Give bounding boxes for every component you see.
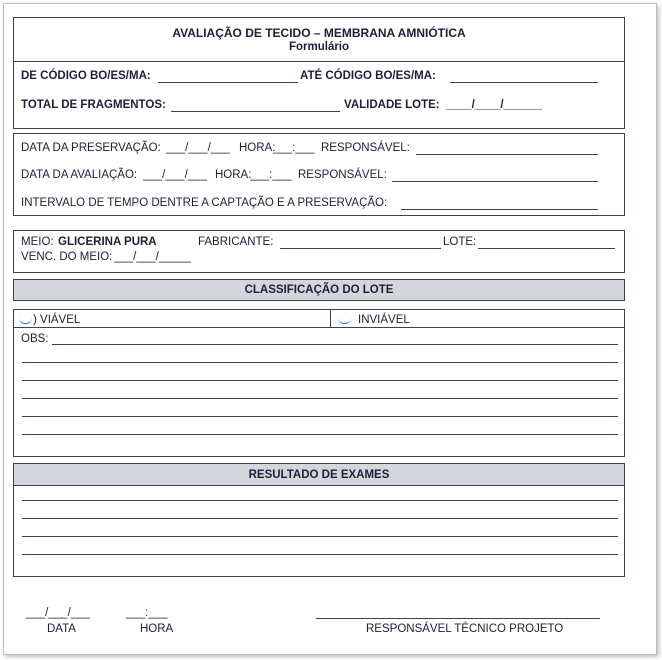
lote-field[interactable]: [478, 248, 615, 249]
data-preservacao-field[interactable]: ___/___/___: [166, 142, 230, 154]
resultado-line[interactable]: [22, 518, 618, 519]
ate-codigo-field[interactable]: [450, 82, 598, 83]
intervalo-field[interactable]: [401, 209, 598, 210]
classificacao-col-divider: [330, 309, 331, 328]
obs-line[interactable]: [22, 416, 618, 417]
responsavel-preservacao-label: RESPONSÁVEL:: [321, 142, 410, 154]
venc-label: VENC. DO MEIO:: [21, 251, 113, 263]
responsavel-tecnico-label: RESPONSÁVEL TÉCNICO PROJETO: [366, 623, 564, 635]
total-fragmentos-field[interactable]: [171, 111, 340, 112]
responsavel-preservacao-field[interactable]: [416, 154, 598, 155]
obs-line[interactable]: [22, 362, 618, 363]
intervalo-label: INTERVALO DE TEMPO DENTRE A CAPTAÇÃO E A PRESERVAÇÃO:: [21, 197, 388, 209]
resultado-header: [14, 464, 624, 486]
classificacao-row-divider: [13, 327, 625, 328]
fabricante-field[interactable]: [280, 248, 441, 249]
hora-avaliacao-label: HORA:: [215, 169, 252, 181]
meio-value: GLICERINA PURA: [58, 236, 157, 248]
form-subtitle: Formulário: [288, 41, 350, 53]
inviavel-label: INVIÁVEL: [358, 314, 410, 326]
fabricante-label: FABRICANTE:: [198, 236, 274, 248]
obs-line[interactable]: [22, 380, 618, 381]
hora-preservacao-field[interactable]: ___:___: [273, 142, 315, 154]
resultado-title: RESULTADO DE EXAMES: [248, 469, 390, 481]
ate-codigo-label: ATÉ CÓDIGO BO/ES/MA:: [300, 70, 436, 82]
de-codigo-field[interactable]: [158, 82, 298, 83]
footer-data-label: DATA: [47, 623, 76, 635]
validade-lote-field[interactable]: ____/____/______: [446, 99, 542, 111]
obs-label: OBS:: [21, 333, 49, 345]
responsavel-avaliacao-field[interactable]: [392, 181, 598, 182]
form-title: AVALIAÇÃO DE TECIDO – MEMBRANA AMNIÓTICA: [172, 26, 466, 40]
responsavel-avaliacao-label: RESPONSÁVEL:: [298, 169, 387, 181]
obs-line[interactable]: [52, 344, 618, 345]
viavel-checkbox[interactable]: [19, 313, 32, 324]
validade-lote-label: VALIDADE LOTE:: [344, 99, 440, 111]
inviavel-checkbox[interactable]: [338, 313, 351, 324]
lote-label: LOTE:: [443, 236, 477, 248]
footer-time-field[interactable]: ___:___: [126, 607, 168, 619]
obs-line[interactable]: [22, 398, 618, 399]
footer-hora-label: HORA: [140, 623, 174, 635]
resultado-line[interactable]: [22, 554, 618, 555]
resultado-line[interactable]: [22, 536, 618, 537]
de-codigo-label: DE CÓDIGO BO/ES/MA:: [21, 70, 151, 82]
hora-avaliacao-field[interactable]: ___:___: [250, 169, 292, 181]
data-preservacao-label: DATA DA PRESERVAÇÃO:: [21, 142, 161, 154]
hora-preservacao-label: HORA:: [239, 142, 276, 154]
obs-line[interactable]: [22, 434, 618, 435]
header-divider: [13, 61, 625, 62]
classificacao-title: CLASSIFICAÇÃO DO LOTE: [244, 284, 394, 296]
viavel-label: ) VIÁVEL: [33, 314, 81, 326]
data-avaliacao-label: DATA DA AVALIAÇÃO:: [21, 169, 138, 181]
signature-line[interactable]: [316, 618, 600, 619]
resultado-line[interactable]: [22, 500, 618, 501]
meio-label: MEIO:: [21, 236, 54, 248]
total-fragmentos-label: TOTAL DE FRAGMENTOS:: [21, 99, 166, 111]
footer-date-field[interactable]: ___/___/___: [26, 607, 90, 619]
venc-field[interactable]: ___/___/_____: [114, 251, 191, 263]
data-avaliacao-field[interactable]: ___/___/___: [143, 169, 207, 181]
